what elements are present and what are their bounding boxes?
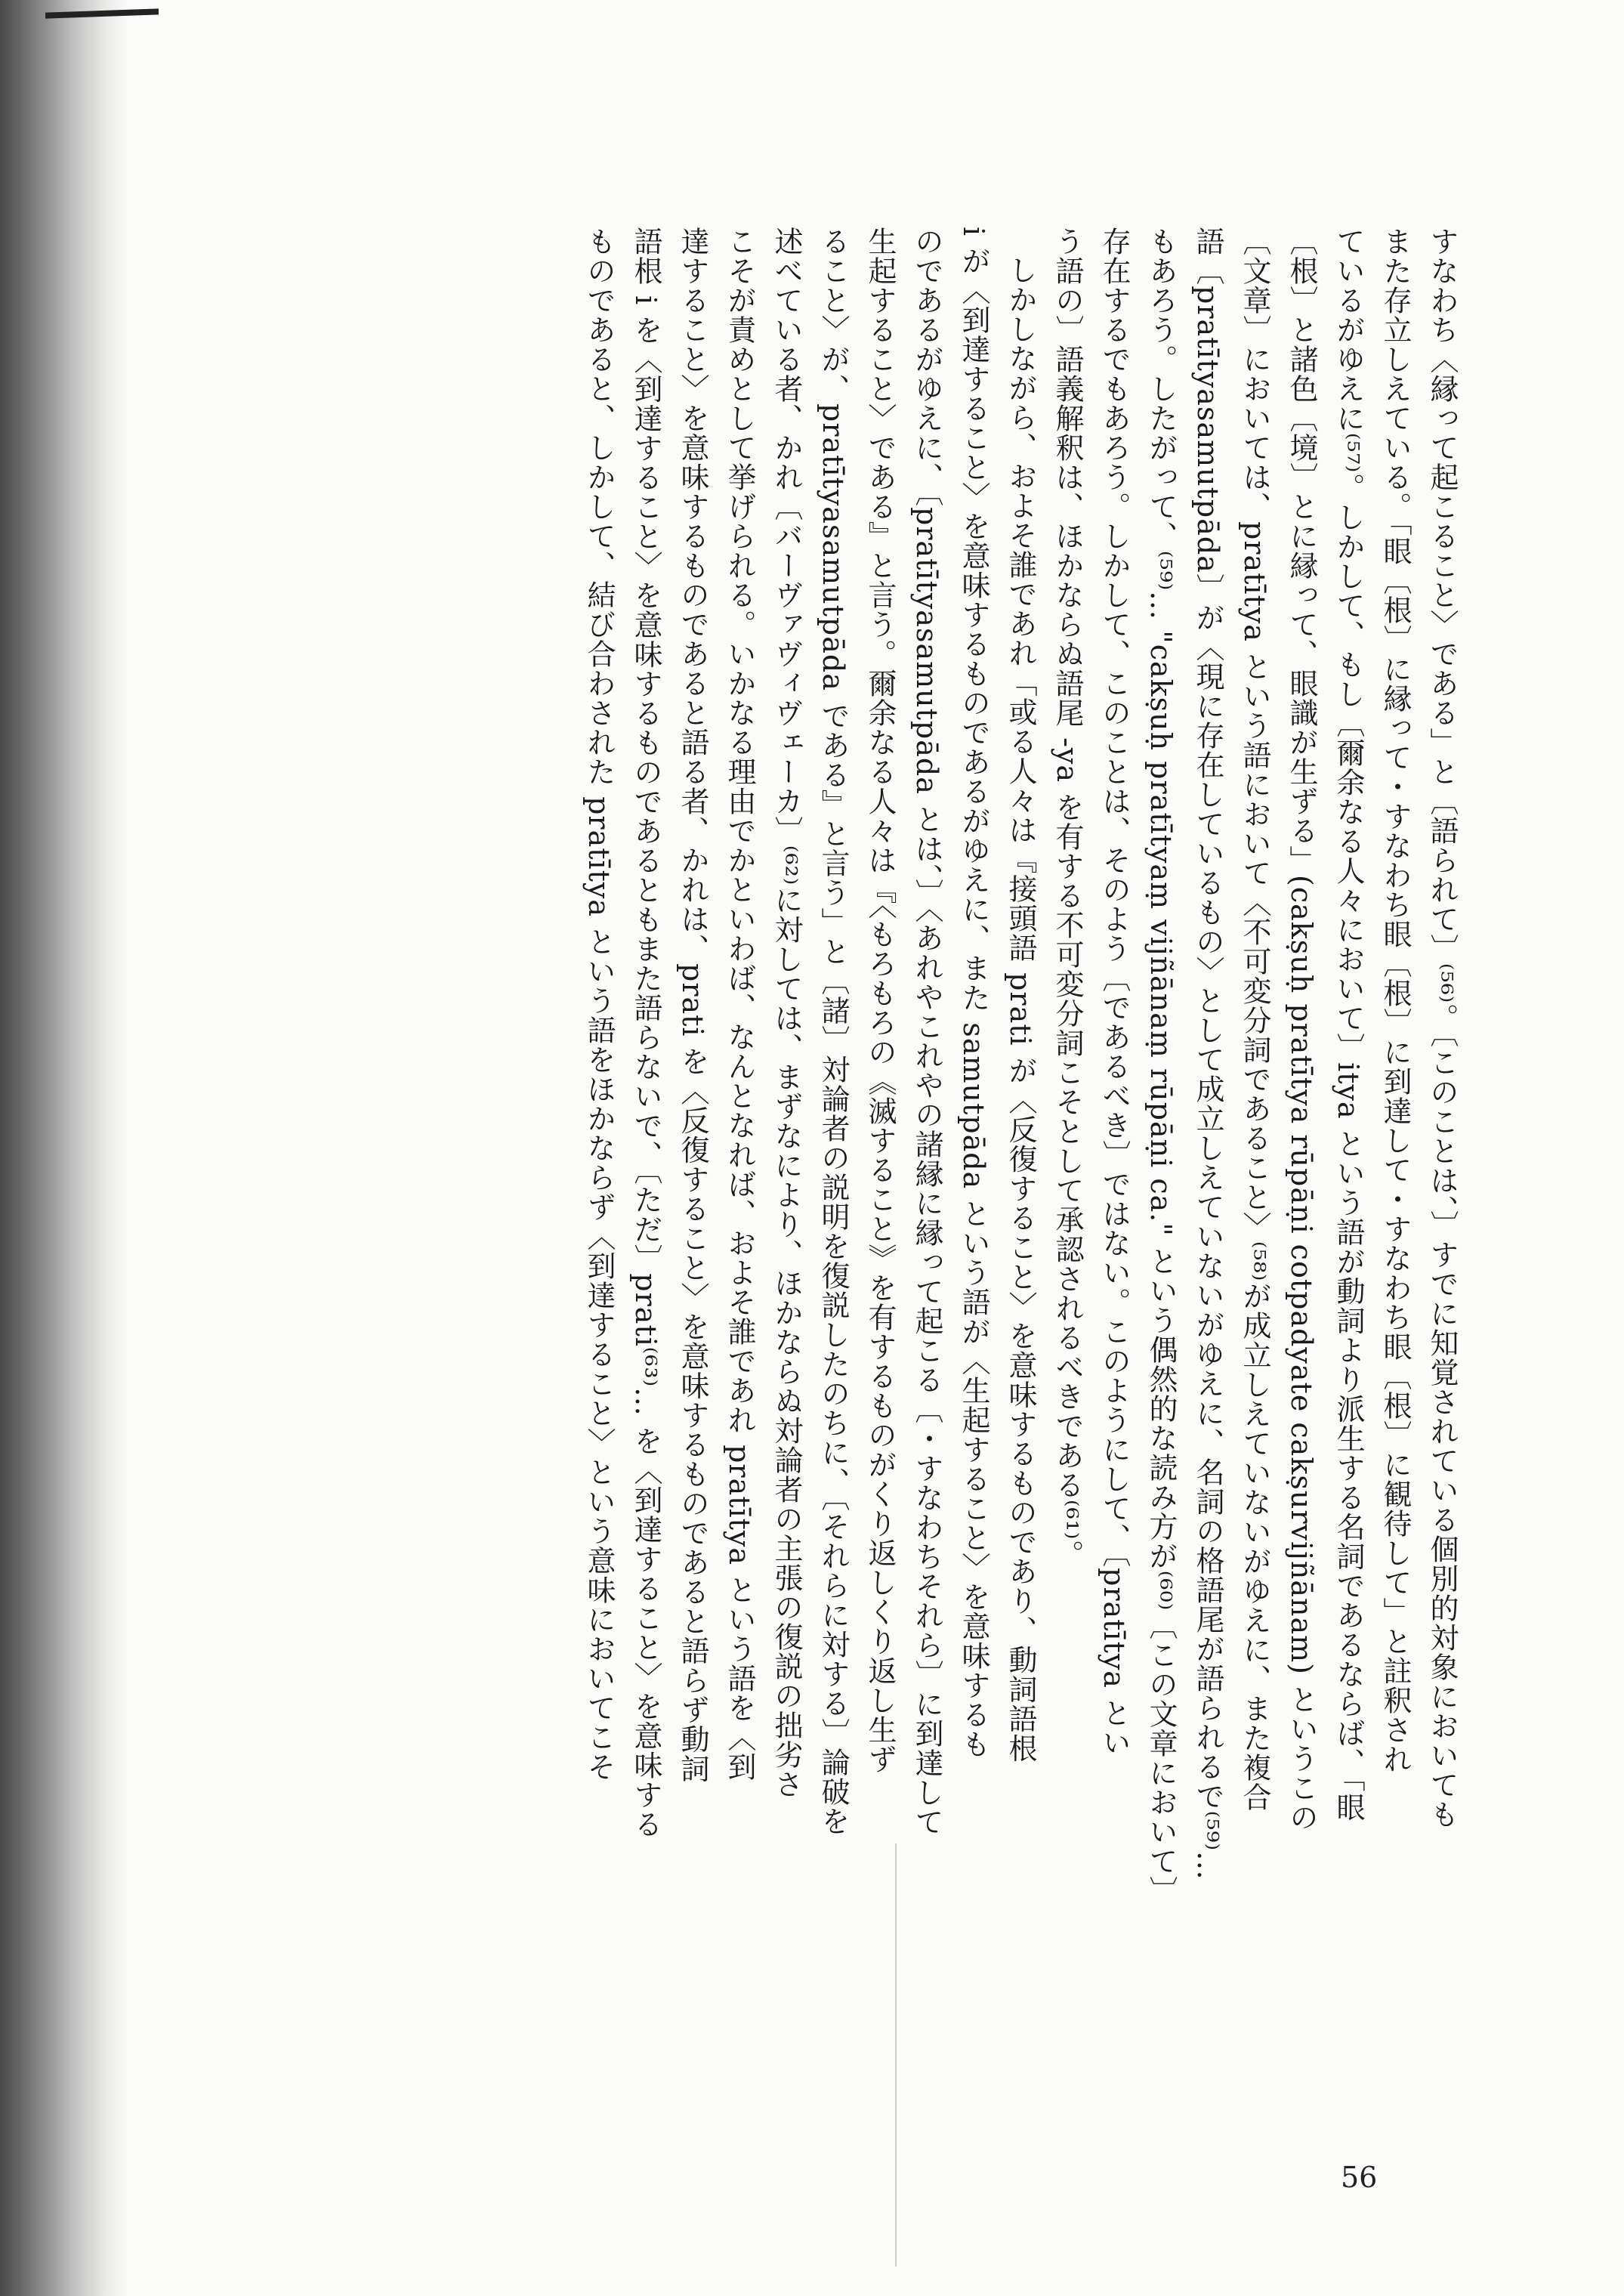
text-line: のであるがゆえに、〔pratītyasamutpāda とは、〕〈あれやこれやの諸縁に縁って起こる〔・すなわちそれら〕に到達して (910, 227, 943, 1837)
text-line: う語の〕語義解釈は、ほかならぬ語尾 -ya を有する不可変分詞こそとして承認されるべきである⁽⁶¹⁾。 (1051, 227, 1084, 1570)
text-line: 生起すること〉である』と言う。爾余なる人々は『〈もろもろの《滅すること》を有するものがくり返しくり返し生ず (863, 227, 897, 1774)
text-line: i が〈到達すること〉を意味するものであるがゆえに、また samutpāda という語が〈生起すること〉を意味するも (957, 227, 990, 1760)
text-line: もあろう。したがって、⁽⁵⁹⁾… "cakṣuḥ pratītyaṃ vijñānaṃ rūpāṇi ca." という偶然的な読み方が⁽⁶⁰⁾〔この文章において〕 (1144, 227, 1178, 1906)
binding-shadow (0, 0, 128, 2296)
text-line: しかしながら、およそ誰であれ「或る人々は『接頭語 prati が〈反復すること〉を意味するものであり、動詞語根 (1004, 255, 1037, 1763)
text-line: 達すること〉を意味するものであると語る者、かれは、prati を〈反復すること〉を意味するものであると語らず動詞 (676, 227, 709, 1784)
text-line: ものであると、しかして、結び合わされた pratītya という語をほかならず〈到達すること〉という意味においてこそ (582, 227, 616, 1782)
text-line: 語〔pratītyasamutpāda〕が〈現に存在しているもの〉として成立しえていないがゆえに、名詞の格語尾が語られるで⁽⁵⁹⁾… (1191, 227, 1224, 1880)
text-line: 述べている者、かれ〔バーヴァヴィヴェーカ〕⁽⁶²⁾に対しては、まずなにより、ほかならぬ対論者の主張の復説の拙劣さ (770, 227, 803, 1800)
margin-rule (895, 1843, 897, 2267)
text-line: 〔文章〕においては、pratītya という語において〈不可変分詞であること〉⁽⁵⁸⁾が成立しえていないがゆえに、また複合 (1238, 227, 1271, 1812)
text-line: ているがゆえに⁽⁵⁷⁾。しかして、もし〔爾余なる人々において〕itya という語が動詞より派生する名詞であるならば、「眼 (1332, 227, 1365, 1822)
text-line: 〔根〕と諸色〔境〕とに縁って、眼識が生ずる」(cakṣuḥ pratītya rūpāṇi cotpadyate cakṣurvijñānam) というこの (1285, 227, 1318, 1833)
text-line: こそが責めとして挙げられる。いかなる理由でかといわば、なんとなれば、およそ誰であれ pratītya という語を〈到 (723, 227, 756, 1782)
text-line: ること〉が、pratītyasamutpāda である』と言う」と〔諸〕対論者の説明を復説したのちに、〔それらに対する〕論破を (817, 227, 850, 1836)
vertical-text-block (181, 227, 1465, 2161)
text-line: すなわち〈縁って起こること〉である」と〔語られて〕⁽⁵⁶⁾。〔このことは、〕すでに知覚されている個別的対象においても (1425, 227, 1459, 1830)
text-line: また存立しえている。「眼〔根〕に縁って・すなわち眼〔根〕に到達して・すなわち眼〔根〕に観待して」と註釈され (1379, 227, 1412, 1774)
text-line: 存在するでもあろう。しかして、このことは、そのよう〔であるべき〕ではない。このようにして、〔pratītya とい (1098, 227, 1131, 1758)
page-number: 56 (1341, 2161, 1378, 2194)
text-line: 語根 i を〈到達すること〉を意味するものであるともまた語らないで、〔ただ〕prati⁽⁶³⁾… を〈到達すること〉を意味する (629, 227, 662, 1840)
